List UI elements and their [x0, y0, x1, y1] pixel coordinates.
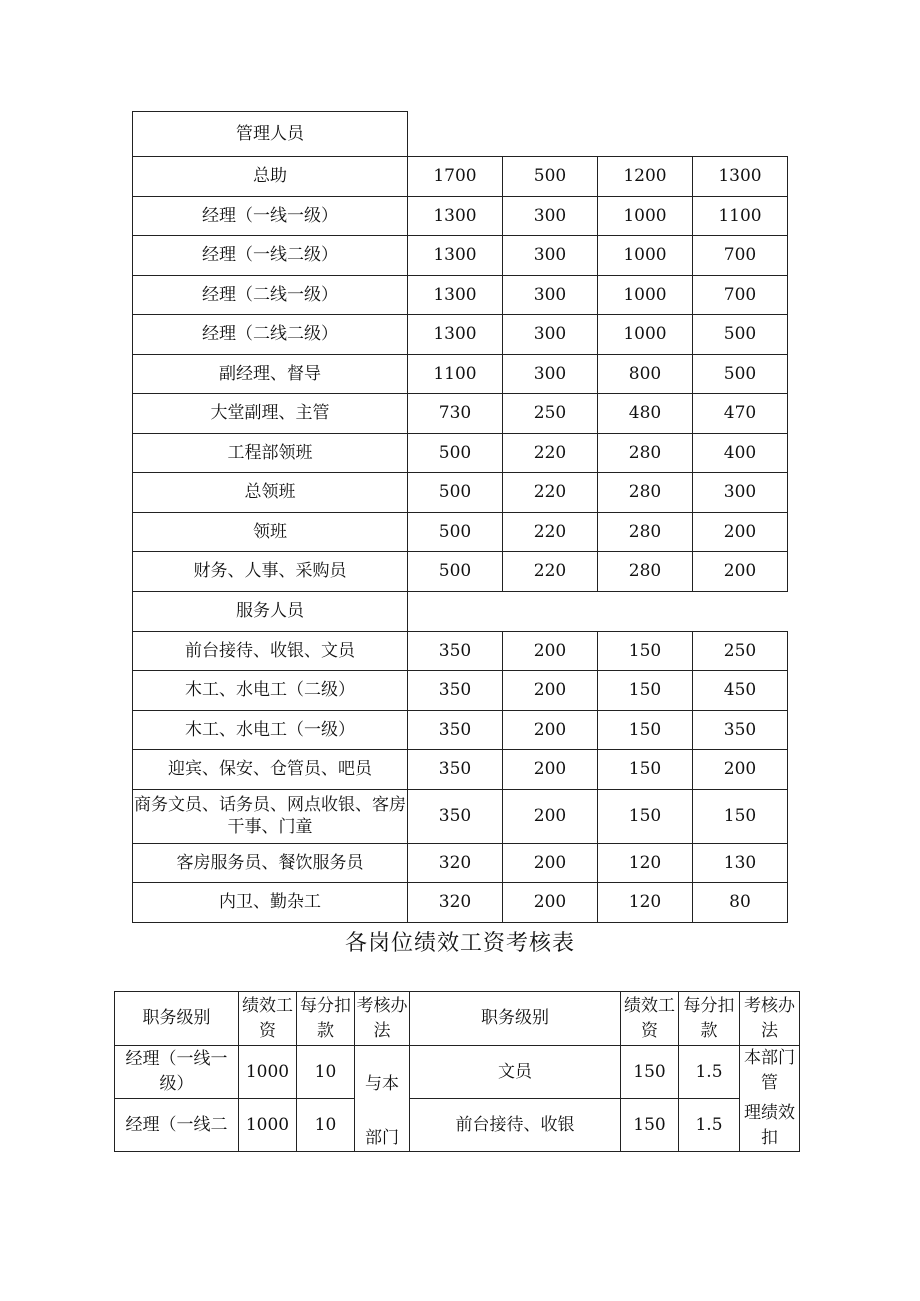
deduct-cell: 1.5	[679, 1099, 740, 1152]
value-cell: 320	[408, 843, 503, 883]
value-cell: 350	[408, 631, 503, 671]
value-cell: 350	[408, 671, 503, 711]
value-cell: 300	[503, 196, 598, 236]
position-cell: 前台接待、收银、文员	[133, 631, 408, 671]
value-cell: 700	[693, 236, 788, 276]
value-cell: 220	[503, 512, 598, 552]
table-row	[133, 843, 788, 883]
value-cell: 1000	[598, 315, 693, 355]
performance-table-title: 各岗位绩效工资考核表	[344, 931, 575, 956]
position-cell: 经理（一线二级）	[133, 236, 408, 276]
value-cell: 220	[503, 473, 598, 513]
value-cell: 300	[503, 236, 598, 276]
position-cell: 迎宾、保安、仓管员、吧员	[133, 750, 408, 790]
value-cell: 350	[408, 789, 503, 843]
table-row	[133, 275, 788, 315]
value-cell: 300	[693, 473, 788, 513]
right-method-line: 理绩效扣	[744, 1103, 795, 1148]
value-cell: 480	[598, 394, 693, 434]
value-cell: 300	[503, 354, 598, 394]
table-row	[133, 710, 788, 750]
table-row	[133, 315, 788, 355]
salary-cell: 150	[621, 1099, 679, 1152]
value-cell: 220	[503, 552, 598, 592]
value-cell: 730	[408, 394, 503, 434]
position-cell: 内卫、勤杂工	[133, 883, 408, 923]
value-cell: 250	[693, 631, 788, 671]
table-row	[133, 552, 788, 592]
header-deduct-left: 每分扣款	[297, 992, 355, 1046]
level-cell: 文员	[410, 1046, 621, 1099]
section-blank-cell	[408, 591, 788, 631]
left-method-cell	[355, 1046, 410, 1152]
performance-row	[115, 1046, 800, 1099]
table-row	[133, 236, 788, 276]
position-cell: 大堂副理、主管	[133, 394, 408, 434]
value-cell: 500	[408, 512, 503, 552]
section-header: 服务人员	[133, 591, 408, 631]
section-header-row	[133, 112, 788, 157]
value-cell: 150	[598, 750, 693, 790]
value-cell: 200	[503, 750, 598, 790]
value-cell: 200	[503, 671, 598, 711]
value-cell: 500	[693, 315, 788, 355]
value-cell: 350	[408, 710, 503, 750]
header-salary-left: 绩效工资	[239, 992, 297, 1046]
value-cell: 250	[503, 394, 598, 434]
position-cell: 木工、水电工（二级）	[133, 671, 408, 711]
value-cell: 1200	[598, 157, 693, 197]
value-cell: 1000	[598, 275, 693, 315]
value-cell: 700	[693, 275, 788, 315]
right-method-line: 本部门管	[744, 1048, 795, 1093]
value-cell: 150	[598, 671, 693, 711]
value-cell: 500	[408, 433, 503, 473]
value-cell: 200	[503, 631, 598, 671]
header-method-right: 考核办法	[740, 992, 800, 1046]
value-cell: 350	[408, 750, 503, 790]
deduct-cell: 1.5	[679, 1046, 740, 1099]
table-row	[133, 671, 788, 711]
value-cell: 300	[503, 275, 598, 315]
salary-cell: 1000	[239, 1099, 297, 1152]
value-cell: 500	[693, 354, 788, 394]
value-cell: 280	[598, 512, 693, 552]
header-salary-right: 绩效工资	[621, 992, 679, 1046]
value-cell: 200	[503, 843, 598, 883]
value-cell: 300	[503, 315, 598, 355]
value-cell: 200	[503, 883, 598, 923]
value-cell: 150	[598, 789, 693, 843]
salary-cell: 150	[621, 1046, 679, 1099]
value-cell: 1300	[693, 157, 788, 197]
position-cell: 经理（二线二级）	[133, 315, 408, 355]
table-row	[133, 433, 788, 473]
value-cell: 200	[693, 750, 788, 790]
position-cell: 总助	[133, 157, 408, 197]
deduct-cell: 10	[297, 1099, 355, 1152]
value-cell: 1100	[408, 354, 503, 394]
position-cell: 财务、人事、采购员	[133, 552, 408, 592]
table-row	[133, 631, 788, 671]
value-cell: 1300	[408, 196, 503, 236]
value-cell: 1000	[598, 196, 693, 236]
section-header-row	[133, 591, 788, 631]
deduct-cell: 10	[297, 1046, 355, 1099]
table-row	[133, 883, 788, 923]
value-cell: 280	[598, 552, 693, 592]
value-cell: 130	[693, 843, 788, 883]
table-row	[133, 354, 788, 394]
table-row	[133, 512, 788, 552]
value-cell: 470	[693, 394, 788, 434]
value-cell: 500	[408, 473, 503, 513]
value-cell: 220	[503, 433, 598, 473]
position-cell: 经理（一线一级）	[133, 196, 408, 236]
table-row	[133, 789, 788, 843]
value-cell: 1300	[408, 275, 503, 315]
position-cell: 经理（二线一级）	[133, 275, 408, 315]
value-cell: 150	[693, 789, 788, 843]
salary-cell: 1000	[239, 1046, 297, 1099]
level-cell: 经理（一线一级）	[115, 1046, 239, 1099]
position-cell: 客房服务员、餐饮服务员	[133, 843, 408, 883]
header-deduct-right: 每分扣款	[679, 992, 740, 1046]
header-level-left: 职务级别	[115, 992, 239, 1046]
value-cell: 80	[693, 883, 788, 923]
header-method-left: 考核办法	[355, 992, 410, 1046]
value-cell: 200	[503, 710, 598, 750]
left-method-line: 与本	[365, 1074, 399, 1094]
table-row	[133, 394, 788, 434]
value-cell: 500	[408, 552, 503, 592]
section-blank-cell	[408, 112, 788, 157]
value-cell: 1300	[408, 236, 503, 276]
right-method-cell	[740, 1046, 800, 1152]
value-cell: 1000	[598, 236, 693, 276]
value-cell: 400	[693, 433, 788, 473]
value-cell: 200	[503, 789, 598, 843]
value-cell: 200	[693, 552, 788, 592]
value-cell: 1700	[408, 157, 503, 197]
level-cell: 前台接待、收银	[410, 1099, 621, 1152]
section-header: 管理人员	[133, 112, 408, 157]
left-method-line: 部门	[365, 1128, 399, 1148]
value-cell: 350	[693, 710, 788, 750]
value-cell: 800	[598, 354, 693, 394]
position-cell: 副经理、督导	[133, 354, 408, 394]
performance-row	[115, 1099, 800, 1152]
position-cell: 商务文员、话务员、网点收银、客房干事、门童	[133, 789, 408, 843]
value-cell: 280	[598, 433, 693, 473]
value-cell: 120	[598, 843, 693, 883]
position-cell: 木工、水电工（一级）	[133, 710, 408, 750]
value-cell: 150	[598, 710, 693, 750]
value-cell: 200	[693, 512, 788, 552]
value-cell: 320	[408, 883, 503, 923]
table-row	[133, 157, 788, 197]
table-row	[133, 196, 788, 236]
value-cell: 450	[693, 671, 788, 711]
salary-table	[132, 111, 788, 923]
table-row	[133, 750, 788, 790]
table-row	[133, 473, 788, 513]
level-cell: 经理（一线二	[115, 1099, 239, 1152]
value-cell: 150	[598, 631, 693, 671]
value-cell: 1300	[408, 315, 503, 355]
value-cell: 500	[503, 157, 598, 197]
header-level-right: 职务级别	[410, 992, 621, 1046]
value-cell: 120	[598, 883, 693, 923]
performance-header-row	[115, 992, 800, 1046]
position-cell: 领班	[133, 512, 408, 552]
value-cell: 1100	[693, 196, 788, 236]
value-cell: 280	[598, 473, 693, 513]
position-cell: 总领班	[133, 473, 408, 513]
performance-table	[114, 991, 800, 1152]
position-cell: 工程部领班	[133, 433, 408, 473]
